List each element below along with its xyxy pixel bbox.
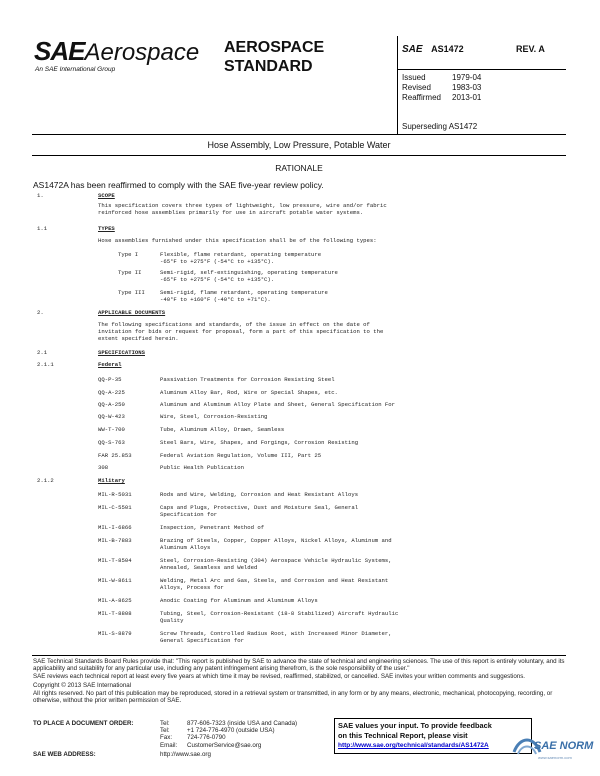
rationale-text: AS1472A has been reaffirmed to comply with the SAE five-year review policy. [33,180,324,190]
fax-value: 724-776-0790 [187,734,226,742]
s2-text-line2: invitation for bids or request for proposal, form a part of this specification to the [98,328,384,335]
s1-title: SCOPE [98,192,115,199]
fed-id: WW-T-700 [98,426,125,433]
superseding: Superseding AS1472 [402,122,478,131]
s21-title: SPECIFICATIONS [98,349,145,356]
mil-id: MIL-W-8611 [98,577,132,584]
feedback-line2: on this Technical Report, please visit [338,731,468,740]
fed-desc: Wire, Steel, Corrosion-Resisting [160,413,268,420]
mil-id: MIL-C-5501 [98,504,132,511]
s1-text-line2: reinforced hose assemblies primarily for use in aircraft potable water systems. [98,209,364,216]
fed-id: QQ-P-35 [98,376,122,383]
reaffirmed-label: Reaffirmed [402,93,441,102]
s2-text-line3: extent specified herein. [98,335,179,342]
s11-text: Hose assemblies furnished under this specification shall be of the following types: [98,237,377,244]
fed-desc: Passivation Treatments for Corrosion Resisting Steel [160,376,335,383]
reaffirmed-value: 2013-01 [452,93,482,102]
web-link[interactable]: http://www.sae.org [160,750,211,758]
standard-line1: AEROSPACE [224,39,325,56]
sae-logo: SAE [34,36,85,66]
mil-desc: Welding, Metal Arc and Gas, Steels, and Corrosion and Heat Resistant [160,577,389,584]
feedback-link[interactable]: http://www.sae.org/technical/standards/AS1472A [338,742,489,749]
footer-p4: All rights reserved. No part of this publication may be reproduced, stored in a retrieval system or transmitted, in any form or by any means, electronic, mechanical, photocopying, recording, or otherwise, without the prior written permission of SAE. [33,689,553,705]
revised-value: 1983-03 [452,83,482,92]
mil-desc: Screw Threads, Controlled Radius Root, with Increased Minor Diameter, [160,630,392,637]
feedback-box [334,718,532,754]
s2-title: APPLICABLE DOCUMENTS [98,309,166,316]
mil-id: MIL-A-8625 [98,597,132,604]
fed-id: QQ-W-423 [98,413,125,420]
type1-label: Type I [118,251,139,258]
s212-number: 2.1.2 [37,477,54,484]
fed-desc: Tube, Aluminum Alloy, Drawn, Seamless [160,426,285,433]
revision: REV. A [516,44,545,54]
s212-title: Military [98,477,125,484]
fed-desc: Federal Aviation Regulation, Volume III, Part 25 [160,452,322,459]
mil-desc-cont: General Specification for [160,637,244,644]
order-block [33,720,333,758]
type1-line2: -65°F to +275°F (-54°C to +135°C). [160,258,275,265]
s2-text-line1: The following specifications and standards, of the issue in effect on the date of [98,321,370,328]
email-label: Email: [160,741,178,749]
rationale-heading: RATIONALE [275,163,323,173]
watermark-subtext: www.saenorm.com [538,755,572,760]
order-label: TO PLACE A DOCUMENT ORDER: [33,720,134,727]
tel2-label: Tel: [160,727,170,735]
s11-title: TYPES [98,225,115,232]
fax-label: Fax: [160,734,173,742]
tel-value[interactable]: 877-606-7323 (inside USA and Canada) [187,720,298,727]
tel2-value[interactable]: +1 724-776-4970 (outside USA) [187,727,275,735]
footer-p3: Copyright © 2013 SAE International [33,681,132,689]
fed-desc: Aluminum Alloy Bar, Rod, Wire or Special Shapes, etc. [160,389,338,396]
mil-id: MIL-S-8879 [98,630,132,637]
mil-desc-cont: Annealed, Seamless and Welded [160,564,258,571]
mil-desc-cont: Aluminum Alloys [160,544,211,551]
s2-number: 2. [37,309,44,316]
mil-desc-cont: Specification for [160,511,218,518]
mil-desc: Tubing, Steel, Corrosion-Resistant (18-8 Stabilized) Aircraft Hydraulic [160,610,399,617]
s1-text-line1: This specification covers three types of lightweight, low pressure, wire and/or fabric [98,202,387,209]
email-link[interactable]: CustomerService@sae.org [187,741,262,749]
s211-title: Federal [98,361,122,368]
footer-p2: SAE reviews each technical report at least every five years at which time it may be revised, reaffirmed, stabilized, or cancelled. SAE invites your written comments and suggestions. [33,673,526,681]
mil-id: MIL-T-8808 [98,610,132,617]
web-label: SAE WEB ADDRESS: [33,750,96,758]
s21-number: 2.1 [37,349,48,356]
mil-desc: Anodic Coating for Aluminum and Aluminum Alloys [160,597,318,604]
feedback-line1: SAE values your input. To provide feedback [338,721,492,730]
revised-label: Revised [402,83,431,92]
type2-line1: Semi-rigid, self-extinguishing, operating temperature [160,269,338,276]
tel-label: Tel: [160,720,170,727]
fed-desc: Aluminum and Aluminum Alloy Plate and Sheet, General Specification For [160,401,395,408]
mil-id: MIL-I-6866 [98,524,132,531]
type3-line2: -40°F to +160°F (-40°C to +71°C). [160,296,271,303]
mil-id: MIL-T-8504 [98,557,132,564]
fed-id: QQ-A-225 [98,389,125,396]
type2-label: Type II [118,269,142,276]
mil-desc: Steel, Corrosion-Resisting (304) Aerospace Vehicle Hydraulic Systems, [160,557,392,564]
issued-value: 1979-04 [452,73,482,82]
footer-legal [33,658,566,704]
aerospace-logo-text: Aerospace [84,39,200,66]
footer-p1: SAE Technical Standards Board Rules provide that: "This report is published by SAE to advance the state of technical and engineering sciences. The use of this report is entirely voluntary, and its applicability and suitability for any particular use, including any patent infringement arising therefrom, is the sole responsibility of the user." [33,658,565,673]
sae-small-logo: SAE [402,44,423,55]
fed-id: QQ-A-250 [98,401,125,408]
type3-label: Type III [118,289,145,296]
mil-desc-cont: Alloys, Process for [160,584,224,591]
fed-desc: Public Health Publication [160,464,244,471]
fed-id: 308 [98,464,109,471]
s211-number: 2.1.1 [37,361,54,368]
s11-number: 1.1 [37,225,48,232]
standard-line2: STANDARD [224,58,313,75]
fed-id: QQ-S-763 [98,439,125,446]
doc-number: AS1472 [431,44,464,54]
type2-line2: -65°F to +275°F (-54°C to +135°C). [160,276,275,283]
document-title: Hose Assembly, Low Pressure, Potable Water [207,140,391,150]
watermark [512,730,592,770]
fed-desc: Steel Bars, Wire, Shapes, and Forgings, Corrosion Resisting [160,439,359,446]
fed-id: FAR 25.853 [98,452,132,459]
issued-label: Issued [402,73,426,82]
mil-desc: Brazing of Steels, Copper, Copper Alloys, Nickel Alloys, Aluminum and [160,537,392,544]
mil-desc-cont: Quality [160,617,184,624]
watermark-text: SAE NORM [534,740,594,752]
mil-desc: Caps and Plugs, Protective, Dust and Moisture Seal, General [160,504,359,511]
type3-line1: Semi-rigid, flame retardant, operating temperature [160,289,328,296]
logo-tagline: An SAE International Group [35,66,116,73]
mil-desc: Rods and Wire, Welding, Corrosion and Heat Resistant Alloys [160,491,359,498]
mil-id: MIL-B-7883 [98,537,132,544]
s1-number: 1. [37,192,44,199]
type1-line1: Flexible, flame retardant, operating temperature [160,251,322,258]
mil-id: MIL-R-5031 [98,491,132,498]
mil-desc: Inspection, Penetrant Method of [160,524,265,531]
footer-top-rule [32,655,566,656]
